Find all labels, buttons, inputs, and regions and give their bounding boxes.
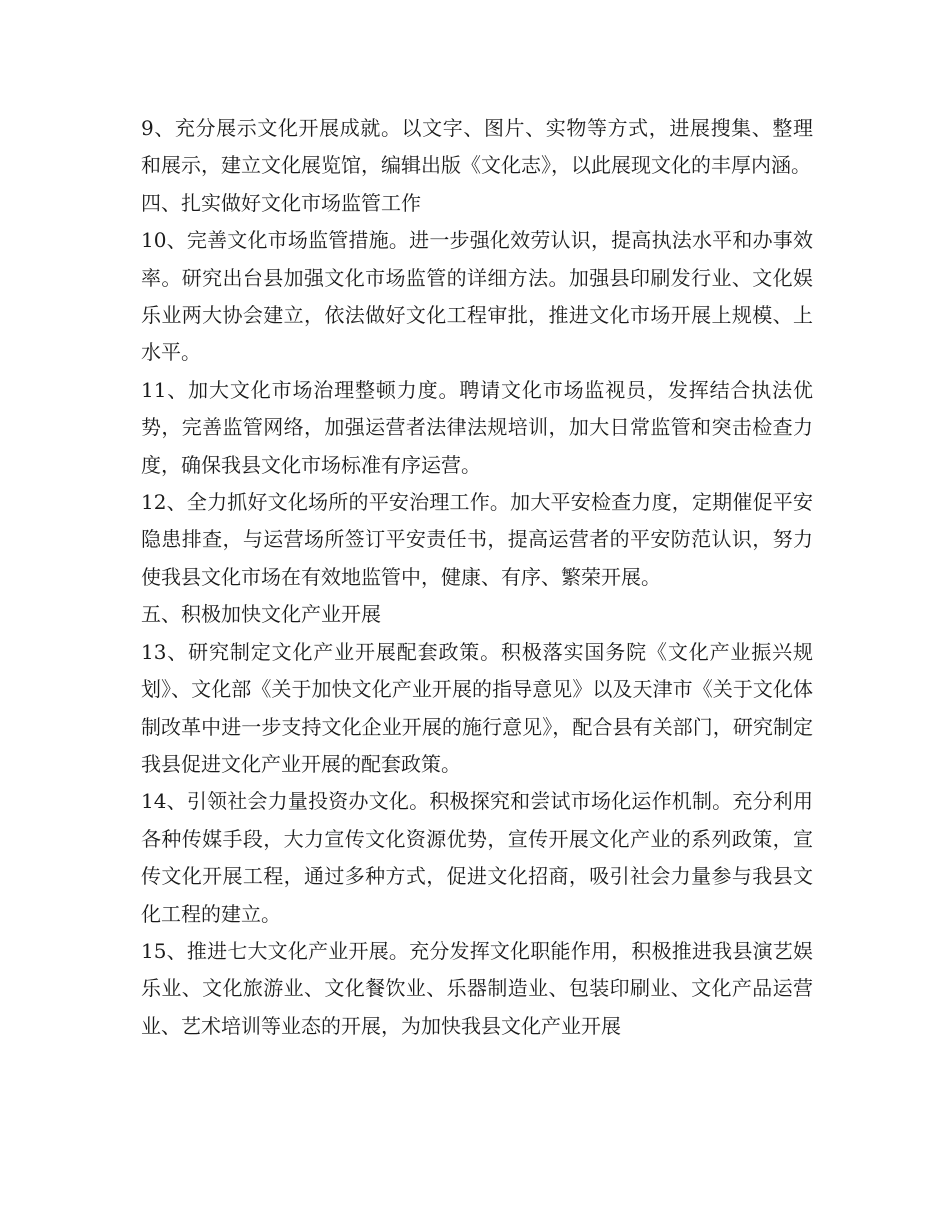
section-heading-5: 五、积极加快文化产业开展	[141, 602, 381, 627]
paragraph-item-10: 10、完善文化市场监管措施。进一步强化效劳认识，提高执法水平和办事效率。研究出台县加强文化市场监管的详细方法。加强县印刷发行业、文化娱乐业两大协会建立，依法做好文化工程审批，推进文化市场开展上规模、上水平。	[141, 228, 813, 365]
paragraph-item-9: 9、充分展示文化开展成就。以文字、图片、实物等方式，进展搜集、整理和展示，建立文化展览馆，编辑出版《文化志》，以此展现文化的丰厚内涵。	[141, 116, 813, 178]
paragraph-item-13: 13、研究制定文化产业开展配套政策。积极落实国务院《文化产业振兴规划》、文化部《关于加快文化产业开展的指导意见》以及天津市《关于文化体制改革中进一步支持文化企业开展的施行意见》，配合县有关部门，研究制定我县促进文化产业开展的配套政策。	[141, 639, 813, 776]
paragraph-item-15: 15、推进七大文化产业开展。充分发挥文化职能作用，积极推进我县演艺娱乐业、文化旅游业、文化餐饮业、乐器制造业、包装印刷业、文化产品运营业、艺术培训等业态的开展，为加快我县文化产业开展	[141, 938, 813, 1038]
document-body	[141, 110, 813, 1045]
paragraph-item-14: 14、引领社会力量投资办文化。积极探究和尝试市场化运作机制。充分利用各种传媒手段，大力宣传文化资源优势，宣传开展文化产业的系列政策，宣传文化开展工程，通过多种方式，促进文化招商，吸引社会力量参与我县文化工程的建立。	[141, 789, 813, 926]
section-heading-4: 四、扎实做好文化市场监管工作	[141, 190, 421, 215]
paragraph-item-11: 11、加大文化市场治理整顿力度。聘请文化市场监视员，发挥结合执法优势，完善监管网络，加强运营者法律法规培训，加大日常监管和突击检查力度，确保我县文化市场标准有序运营。	[141, 377, 813, 477]
paragraph-item-12: 12、全力抓好文化场所的平安治理工作。加大平安检查力度，定期催促平安隐患排查，与运营场所签订平安责任书，提高运营者的平安防范认识，努力使我县文化市场在有效地监管中，健康、有序、繁荣开展。	[141, 490, 813, 589]
